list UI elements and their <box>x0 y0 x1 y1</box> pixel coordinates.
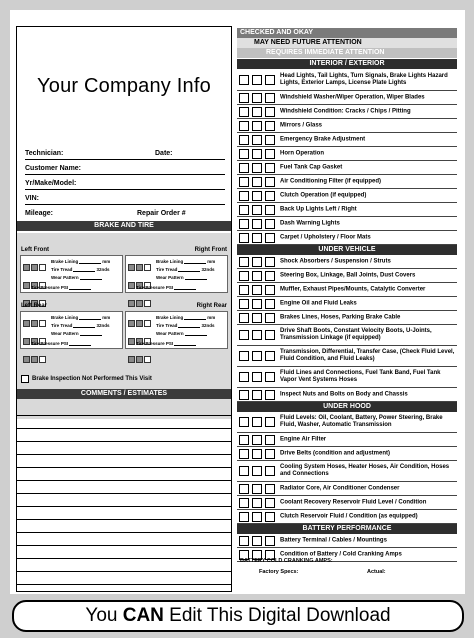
immediate-attention-checkbox[interactable] <box>265 219 275 229</box>
rf-mm: mm <box>207 259 216 264</box>
rr-32: 32nds <box>201 323 215 328</box>
checklist-item-label: Battery Terminal / Cables / Mountings <box>280 537 387 543</box>
cca-actual-label: Actual: <box>367 569 386 575</box>
future-attention-checkbox[interactable] <box>252 107 262 117</box>
checked-okay-checkbox[interactable] <box>239 536 249 546</box>
immediate-attention-checkbox[interactable] <box>265 257 275 267</box>
lr-wear-label: Wear Pattern <box>51 331 79 336</box>
checked-okay-checkbox[interactable] <box>239 417 249 427</box>
checked-okay-checkbox[interactable] <box>239 313 249 323</box>
checklist-item <box>237 255 457 269</box>
lf-32: 32nds <box>96 267 110 272</box>
immediate-attention-checkbox[interactable] <box>265 191 275 201</box>
future-attention-checkbox[interactable] <box>252 233 262 243</box>
lf-mm: mm <box>102 259 111 264</box>
immediate-attention-checkbox[interactable] <box>265 121 275 131</box>
comment-line[interactable] <box>17 558 231 559</box>
checklist-item-label: Drive Belts (condition and adjustment) <box>280 450 391 456</box>
checklist-item <box>237 231 457 245</box>
brake-tire-heading: BRAKE AND TIRE <box>17 221 231 231</box>
checked-okay-checkbox[interactable] <box>239 191 249 201</box>
comment-line[interactable] <box>17 571 231 572</box>
immediate-attention-checkbox[interactable] <box>265 484 275 494</box>
immediate-attention-checkbox[interactable] <box>265 390 275 400</box>
comment-line[interactable] <box>17 428 231 429</box>
future-attention-checkbox[interactable] <box>252 149 262 159</box>
checklist-item-label: Fuel Tank Cap Gasket <box>280 164 343 170</box>
checklist-item-label: Air Conditioning Filter (if equipped) <box>280 178 381 184</box>
checked-okay-checkbox[interactable] <box>239 351 249 361</box>
future-attention-checkbox[interactable] <box>252 135 262 145</box>
checked-okay-checkbox[interactable] <box>239 257 249 267</box>
right-rear-box <box>125 311 228 349</box>
checklist-item-label: Drive Shaft Boots, Constant Velocity Boots, U-Joints, Transmission Linkage (if equipped) <box>280 328 432 341</box>
checklist-item-label: Head Lights, Tail Lights, Turn Signals, Brake Lights Hazard Lights, Exterior Lamps, License Plate Lights <box>280 72 448 86</box>
checked-okay-checkbox[interactable] <box>239 107 249 117</box>
immediate-attention-checkbox[interactable] <box>265 435 275 445</box>
checklist-item-label: Radiator Core, Air Conditioner Condenser <box>280 485 400 491</box>
right-front-label: Right Front <box>194 247 227 253</box>
immediate-attention-checkbox[interactable] <box>265 149 275 159</box>
checklist-item <box>237 447 457 461</box>
immediate-attention-checkbox[interactable] <box>265 299 275 309</box>
banner-can: CAN <box>122 605 164 626</box>
checklist-item <box>237 105 457 119</box>
immediate-attention-checkbox[interactable] <box>265 313 275 323</box>
not-performed-label: Brake Inspection Not Performed This Visit <box>32 376 152 382</box>
checked-okay-checkbox[interactable] <box>239 285 249 295</box>
checked-okay-checkbox[interactable] <box>239 512 249 522</box>
immediate-attention-checkbox[interactable] <box>265 93 275 103</box>
immediate-attention-checkbox[interactable] <box>265 135 275 145</box>
left-rear-box <box>20 311 123 349</box>
immediate-attention-checkbox[interactable] <box>265 498 275 508</box>
future-attention-checkbox[interactable] <box>252 372 262 382</box>
future-attention-checkbox[interactable] <box>252 285 262 295</box>
comment-line[interactable] <box>17 415 231 416</box>
future-attention-checkbox[interactable] <box>252 163 262 173</box>
section-heading-interior: INTERIOR / EXTERIOR <box>237 59 457 69</box>
comment-line[interactable] <box>17 584 231 585</box>
checklist-item <box>237 510 457 524</box>
future-attention-checkbox[interactable] <box>252 351 262 361</box>
checklist-item <box>237 367 457 388</box>
future-attention-checkbox[interactable] <box>252 271 262 281</box>
future-attention-checkbox[interactable] <box>252 498 262 508</box>
checklist-item <box>237 69 457 91</box>
checked-okay-checkbox[interactable] <box>239 390 249 400</box>
future-attention-checkbox[interactable] <box>252 191 262 201</box>
comments-heading: COMMENTS / ESTIMATES <box>17 389 231 399</box>
company-info[interactable]: Your Company Info <box>37 75 211 97</box>
checklist-item <box>237 346 457 367</box>
left-front-box <box>20 255 123 293</box>
lf-wear-label: Wear Pattern <box>51 275 79 280</box>
checklist-item-label: Back Up Lights Left / Right <box>280 206 357 212</box>
checklist-item <box>237 147 457 161</box>
checklist-item-label: Fluid Lines and Connections, Fuel Tank Band, Fuel Tank Vapor Vent Systems Hoses <box>280 370 441 383</box>
checklist-item-label: Condition of Battery / Cold Cranking Amps <box>280 551 402 557</box>
checklist-item <box>237 217 457 231</box>
checklist-item <box>237 189 457 203</box>
checked-okay-checkbox[interactable] <box>239 299 249 309</box>
rr-wear-label: Wear Pattern <box>156 331 184 336</box>
future-attention-checkbox[interactable] <box>252 299 262 309</box>
future-attention-checkbox[interactable] <box>252 536 262 546</box>
checked-okay-checkbox[interactable] <box>239 271 249 281</box>
checked-okay-checkbox[interactable] <box>239 466 249 476</box>
lr-32: 32nds <box>96 323 110 328</box>
comment-line[interactable] <box>17 506 231 507</box>
lr-mm: mm <box>102 315 111 320</box>
checklist-item-label: Muffler, Exhaust Pipes/Mounts, Catalytic Converter <box>280 286 426 292</box>
checked-okay-checkbox[interactable] <box>239 205 249 215</box>
customer-label: Customer Name: <box>25 165 82 172</box>
comment-line[interactable] <box>17 532 231 533</box>
checked-okay-checkbox[interactable] <box>239 75 249 85</box>
vehicle-field[interactable] <box>25 177 225 190</box>
immediate-attention-checkbox[interactable] <box>265 271 275 281</box>
checklist-item-label: Clutch Operation (if equipped) <box>280 192 367 198</box>
edit-banner <box>12 600 464 632</box>
checklist-item-label: Shock Absorbers / Suspension / Struts <box>280 258 391 264</box>
lf-tread-label: Tire Tread <box>51 267 73 272</box>
checked-okay-checkbox[interactable] <box>239 163 249 173</box>
checklist-item-label: Windshield Condition: Cracks / Chips / Pitting <box>280 108 411 114</box>
immediate-attention-checkbox[interactable] <box>265 466 275 476</box>
checklist-item <box>237 534 457 548</box>
legend-checked-okay: CHECKED AND OKAY <box>237 28 457 38</box>
checked-okay-checkbox[interactable] <box>239 177 249 187</box>
checklist-item-label: Mirrors / Glass <box>280 122 323 128</box>
immediate-attention-checkbox[interactable] <box>265 417 275 427</box>
checklist-item-label: Engine Air Filter <box>280 436 327 442</box>
left-rear-label: Left Rear <box>21 303 48 309</box>
rr-psi-label: Tire Pressure PSI <box>136 341 174 346</box>
rf-32: 32nds <box>201 267 215 272</box>
rf-psi-label: Tire Pressure PSI <box>136 285 174 290</box>
immediate-attention-checkbox[interactable] <box>265 75 275 85</box>
left-panel <box>16 26 232 592</box>
immediate-attention-checkbox[interactable] <box>265 512 275 522</box>
checked-okay-checkbox[interactable] <box>239 330 249 340</box>
technician-field[interactable] <box>25 147 225 160</box>
checklist-item-label: Clutch Reservoir Fluid / Condition (as equipped) <box>280 513 418 519</box>
future-attention-checkbox[interactable] <box>252 75 262 85</box>
future-attention-checkbox[interactable] <box>252 313 262 323</box>
vin-field[interactable] <box>25 192 225 205</box>
future-attention-checkbox[interactable] <box>252 484 262 494</box>
future-attention-checkbox[interactable] <box>252 330 262 340</box>
lf-lining-label: Brake Lining <box>51 259 79 264</box>
immediate-attention-checkbox[interactable] <box>265 163 275 173</box>
rf-tread-label: Tire Tread <box>156 267 178 272</box>
lf-psi-label: Tire Pressure PSI <box>31 285 69 290</box>
checklist-item-label: Horn Operation <box>280 150 325 156</box>
future-attention-checkbox[interactable] <box>252 466 262 476</box>
future-attention-checkbox[interactable] <box>252 177 262 187</box>
checklist-item <box>237 203 457 217</box>
comment-line[interactable] <box>17 441 231 442</box>
not-performed-checkbox[interactable] <box>21 375 29 383</box>
checklist-item <box>237 388 457 402</box>
future-attention-checkbox[interactable] <box>252 449 262 459</box>
future-attention-checkbox[interactable] <box>252 205 262 215</box>
checklist-item <box>237 433 457 447</box>
checked-okay-checkbox[interactable] <box>239 219 249 229</box>
cca-title: BATTERY COLD CRANKING AMPS: <box>240 558 333 564</box>
checked-okay-checkbox[interactable] <box>239 121 249 131</box>
rf-lining-label: Brake Lining <box>156 259 184 264</box>
future-attention-checkbox[interactable] <box>252 219 262 229</box>
immediate-attention-checkbox[interactable] <box>265 330 275 340</box>
checked-okay-checkbox[interactable] <box>239 435 249 445</box>
cca-factory-label: Factory Specs: <box>259 569 299 575</box>
rr-tread-label: Tire Tread <box>156 323 178 328</box>
checklist-item <box>237 269 457 283</box>
future-attention-checkbox[interactable] <box>252 390 262 400</box>
checked-okay-checkbox[interactable] <box>239 372 249 382</box>
mileage-field[interactable] <box>25 206 225 219</box>
banner-post: Edit This Digital Download <box>163 605 391 626</box>
lr-tread-label: Tire Tread <box>51 323 73 328</box>
customer-field[interactable] <box>25 162 225 175</box>
future-attention-checkbox[interactable] <box>252 93 262 103</box>
checklist-item-label: Cooling System Hoses, Heater Hoses, Air Condition, Hoses and Connections <box>280 464 450 477</box>
future-attention-checkbox[interactable] <box>252 121 262 131</box>
immediate-attention-checkbox[interactable] <box>265 536 275 546</box>
immediate-attention-checkbox[interactable] <box>265 107 275 117</box>
checklist-item-label: Inspect Nuts and Bolts on Body and Chassis <box>280 391 408 397</box>
date-label: Date: <box>155 150 173 157</box>
comment-line[interactable] <box>17 467 231 468</box>
immediate-attention-checkbox[interactable] <box>265 285 275 295</box>
rf-wear-label: Wear Pattern <box>156 275 184 280</box>
checklist-item <box>237 482 457 496</box>
checked-okay-checkbox[interactable] <box>239 484 249 494</box>
checklist-item <box>237 161 457 175</box>
checked-okay-checkbox[interactable] <box>239 449 249 459</box>
technician-label: Technician: <box>25 150 64 157</box>
checked-okay-checkbox[interactable] <box>239 135 249 145</box>
checklist-item-label: Windshield Washer/Wiper Operation, Wiper Blades <box>280 94 425 100</box>
checklist-item <box>237 297 457 311</box>
checklist-item <box>237 461 457 482</box>
checklist-item <box>237 496 457 510</box>
comment-line[interactable] <box>17 454 231 455</box>
checklist-item-label: Coolant Recovery Reservoir Fluid Level / Condition <box>280 499 427 505</box>
rr-mm: mm <box>207 315 216 320</box>
checklist-item <box>237 325 457 346</box>
right-front-box <box>125 255 228 293</box>
checklist-item <box>237 133 457 147</box>
checklist-item-label: Engine Oil and Fluid Leaks <box>280 300 357 306</box>
checklist-item-label: Carpet / Upholstery / Floor Mats <box>280 234 371 240</box>
checklist-item <box>237 412 457 433</box>
checked-okay-checkbox[interactable] <box>239 93 249 103</box>
comment-line[interactable] <box>17 480 231 481</box>
checklist-item-label: Emergency Brake Adjustment <box>280 136 366 142</box>
mileage-label: Mileage: <box>25 210 54 217</box>
checklist-item <box>237 119 457 133</box>
checklist-item <box>237 175 457 189</box>
future-attention-checkbox[interactable] <box>252 435 262 445</box>
future-attention-checkbox[interactable] <box>252 417 262 427</box>
left-front-label: Left Front <box>21 247 49 253</box>
vin-label: VIN: <box>25 195 39 202</box>
future-attention-checkbox[interactable] <box>252 257 262 267</box>
legend-future-attention: MAY NEED FUTURE ATTENTION <box>237 38 457 48</box>
lr-lining-label: Brake Lining <box>51 315 79 320</box>
immediate-attention-checkbox[interactable] <box>265 205 275 215</box>
section-heading-under-hood: UNDER HOOD <box>237 402 457 412</box>
section-heading-under-vehicle: UNDER VEHICLE <box>237 245 457 255</box>
immediate-attention-checkbox[interactable] <box>265 233 275 243</box>
immediate-attention-checkbox[interactable] <box>265 351 275 361</box>
checked-okay-checkbox[interactable] <box>239 233 249 243</box>
legend-immediate-attention: REQUIRES IMMEDIATE ATTENTION <box>237 48 457 58</box>
comment-line[interactable] <box>17 493 231 494</box>
lr-psi-label: Tire Pressure PSI <box>31 341 69 346</box>
checklist-item-label: Steering Box, Linkage, Ball Joints, Dust Covers <box>280 272 416 278</box>
immediate-attention-checkbox[interactable] <box>265 177 275 187</box>
checked-okay-checkbox[interactable] <box>239 498 249 508</box>
rr-lining-label: Brake Lining <box>156 315 184 320</box>
vehicle-label: Yr/Make/Model: <box>25 180 77 187</box>
checklist-item-label: Fluid Levels: Oil, Coolant, Battery, Power Steering, Brake Fluid, Washer, Automatic Transmission <box>280 415 443 428</box>
immediate-attention-checkbox[interactable] <box>265 449 275 459</box>
checklist-item-label: Transmission, Differential, Transfer Case, (Check Fluid Level, Fluid Condition, and Fluid Leaks) <box>280 349 455 362</box>
immediate-attention-checkbox[interactable] <box>265 372 275 382</box>
checklist-item <box>237 91 457 105</box>
comment-line[interactable] <box>17 545 231 546</box>
right-rear-label: Right Rear <box>196 303 227 309</box>
checklist-item-label: Brakes Lines, Hoses, Parking Brake Cable <box>280 314 401 320</box>
section-heading-battery: BATTERY PERFORMANCE <box>237 524 457 534</box>
checklist-panel <box>237 28 457 580</box>
repair-order-label: Repair Order # <box>137 210 186 217</box>
checked-okay-checkbox[interactable] <box>239 149 249 159</box>
checklist-item-label: Dash Warning Lights <box>280 220 340 226</box>
comment-line[interactable] <box>17 519 231 520</box>
checklist-item <box>237 283 457 297</box>
future-attention-checkbox[interactable] <box>252 512 262 522</box>
banner-pre: You <box>85 605 123 626</box>
checklist-item <box>237 311 457 325</box>
